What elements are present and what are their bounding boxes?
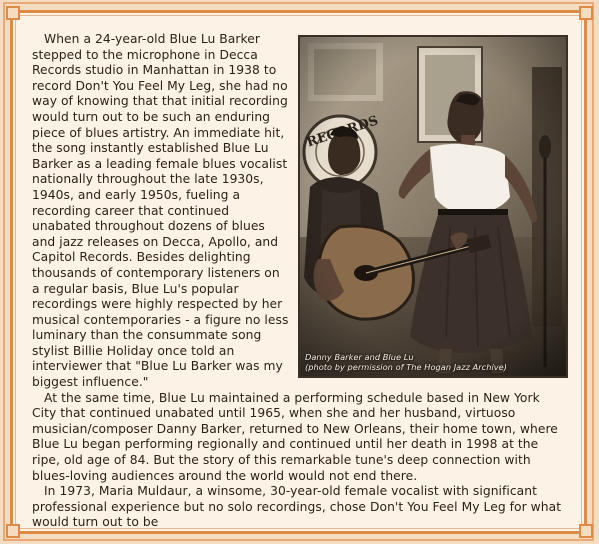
paragraph-2: At the same time, Blue Lu maintained a performing schedule based in New York City that continued unabated until 1965, when she and her husband, virtuoso musician/composer Danny Barker, returned to New Orleans, their home town, where Blue Lu began performing regionally and continued until her death in 1998 at the ripe, old age of 84. But the story of this remarkable tune's deep connection with blues-loving audiences around the world would not end there.	[32, 390, 558, 483]
photo-image	[300, 37, 566, 376]
photo-caption-line2: (photo by permission of The Hogan Jazz Archive)	[305, 362, 507, 372]
article-body	[32, 32, 568, 531]
corner-ornament-top-right	[579, 6, 593, 20]
photo-caption	[305, 352, 507, 372]
corner-ornament-bottom-right	[579, 524, 593, 538]
photo-danny-barker-and-blue-lu	[298, 35, 568, 378]
corner-ornament-top-left	[6, 6, 20, 20]
corner-ornament-bottom-left	[6, 524, 20, 538]
paragraph-1: When a 24-year-old Blue Lu Barker stepped to the microphone in Decca Records studio in Manhattan in 1938 to record Don't You Feel My Leg, she had no way of knowing that that initial recording would turn out to be such an enduring piece of blues artistry. An immediate hit, the song instantly established Blue Lu Barker as a leading female blues vocalist nationally throughout the late 1930s, 1940s, and early 1950s, fueling a recording career that continued unabated throughout dozens of blues and jazz releases on Decca, Apollo, and Capitol Records. Besides delighting thousands of contemporary listeners on a regular basis, Blue Lu's popular recordings were highly respected by her musical contemporaries - a figure no less luminary than the consummate song stylist Billie Holiday once told an interviewer that "Blue Lu Barker was my biggest influence."	[32, 32, 289, 390]
photo-caption-line1: Danny Barker and Blue Lu	[305, 352, 414, 362]
paragraph-3: In 1973, Maria Muldaur, a winsome, 30-year-old female vocalist with significant professional experience but no solo recordings, chose Don't You Feel My Leg for what would turn out to be	[32, 484, 562, 530]
